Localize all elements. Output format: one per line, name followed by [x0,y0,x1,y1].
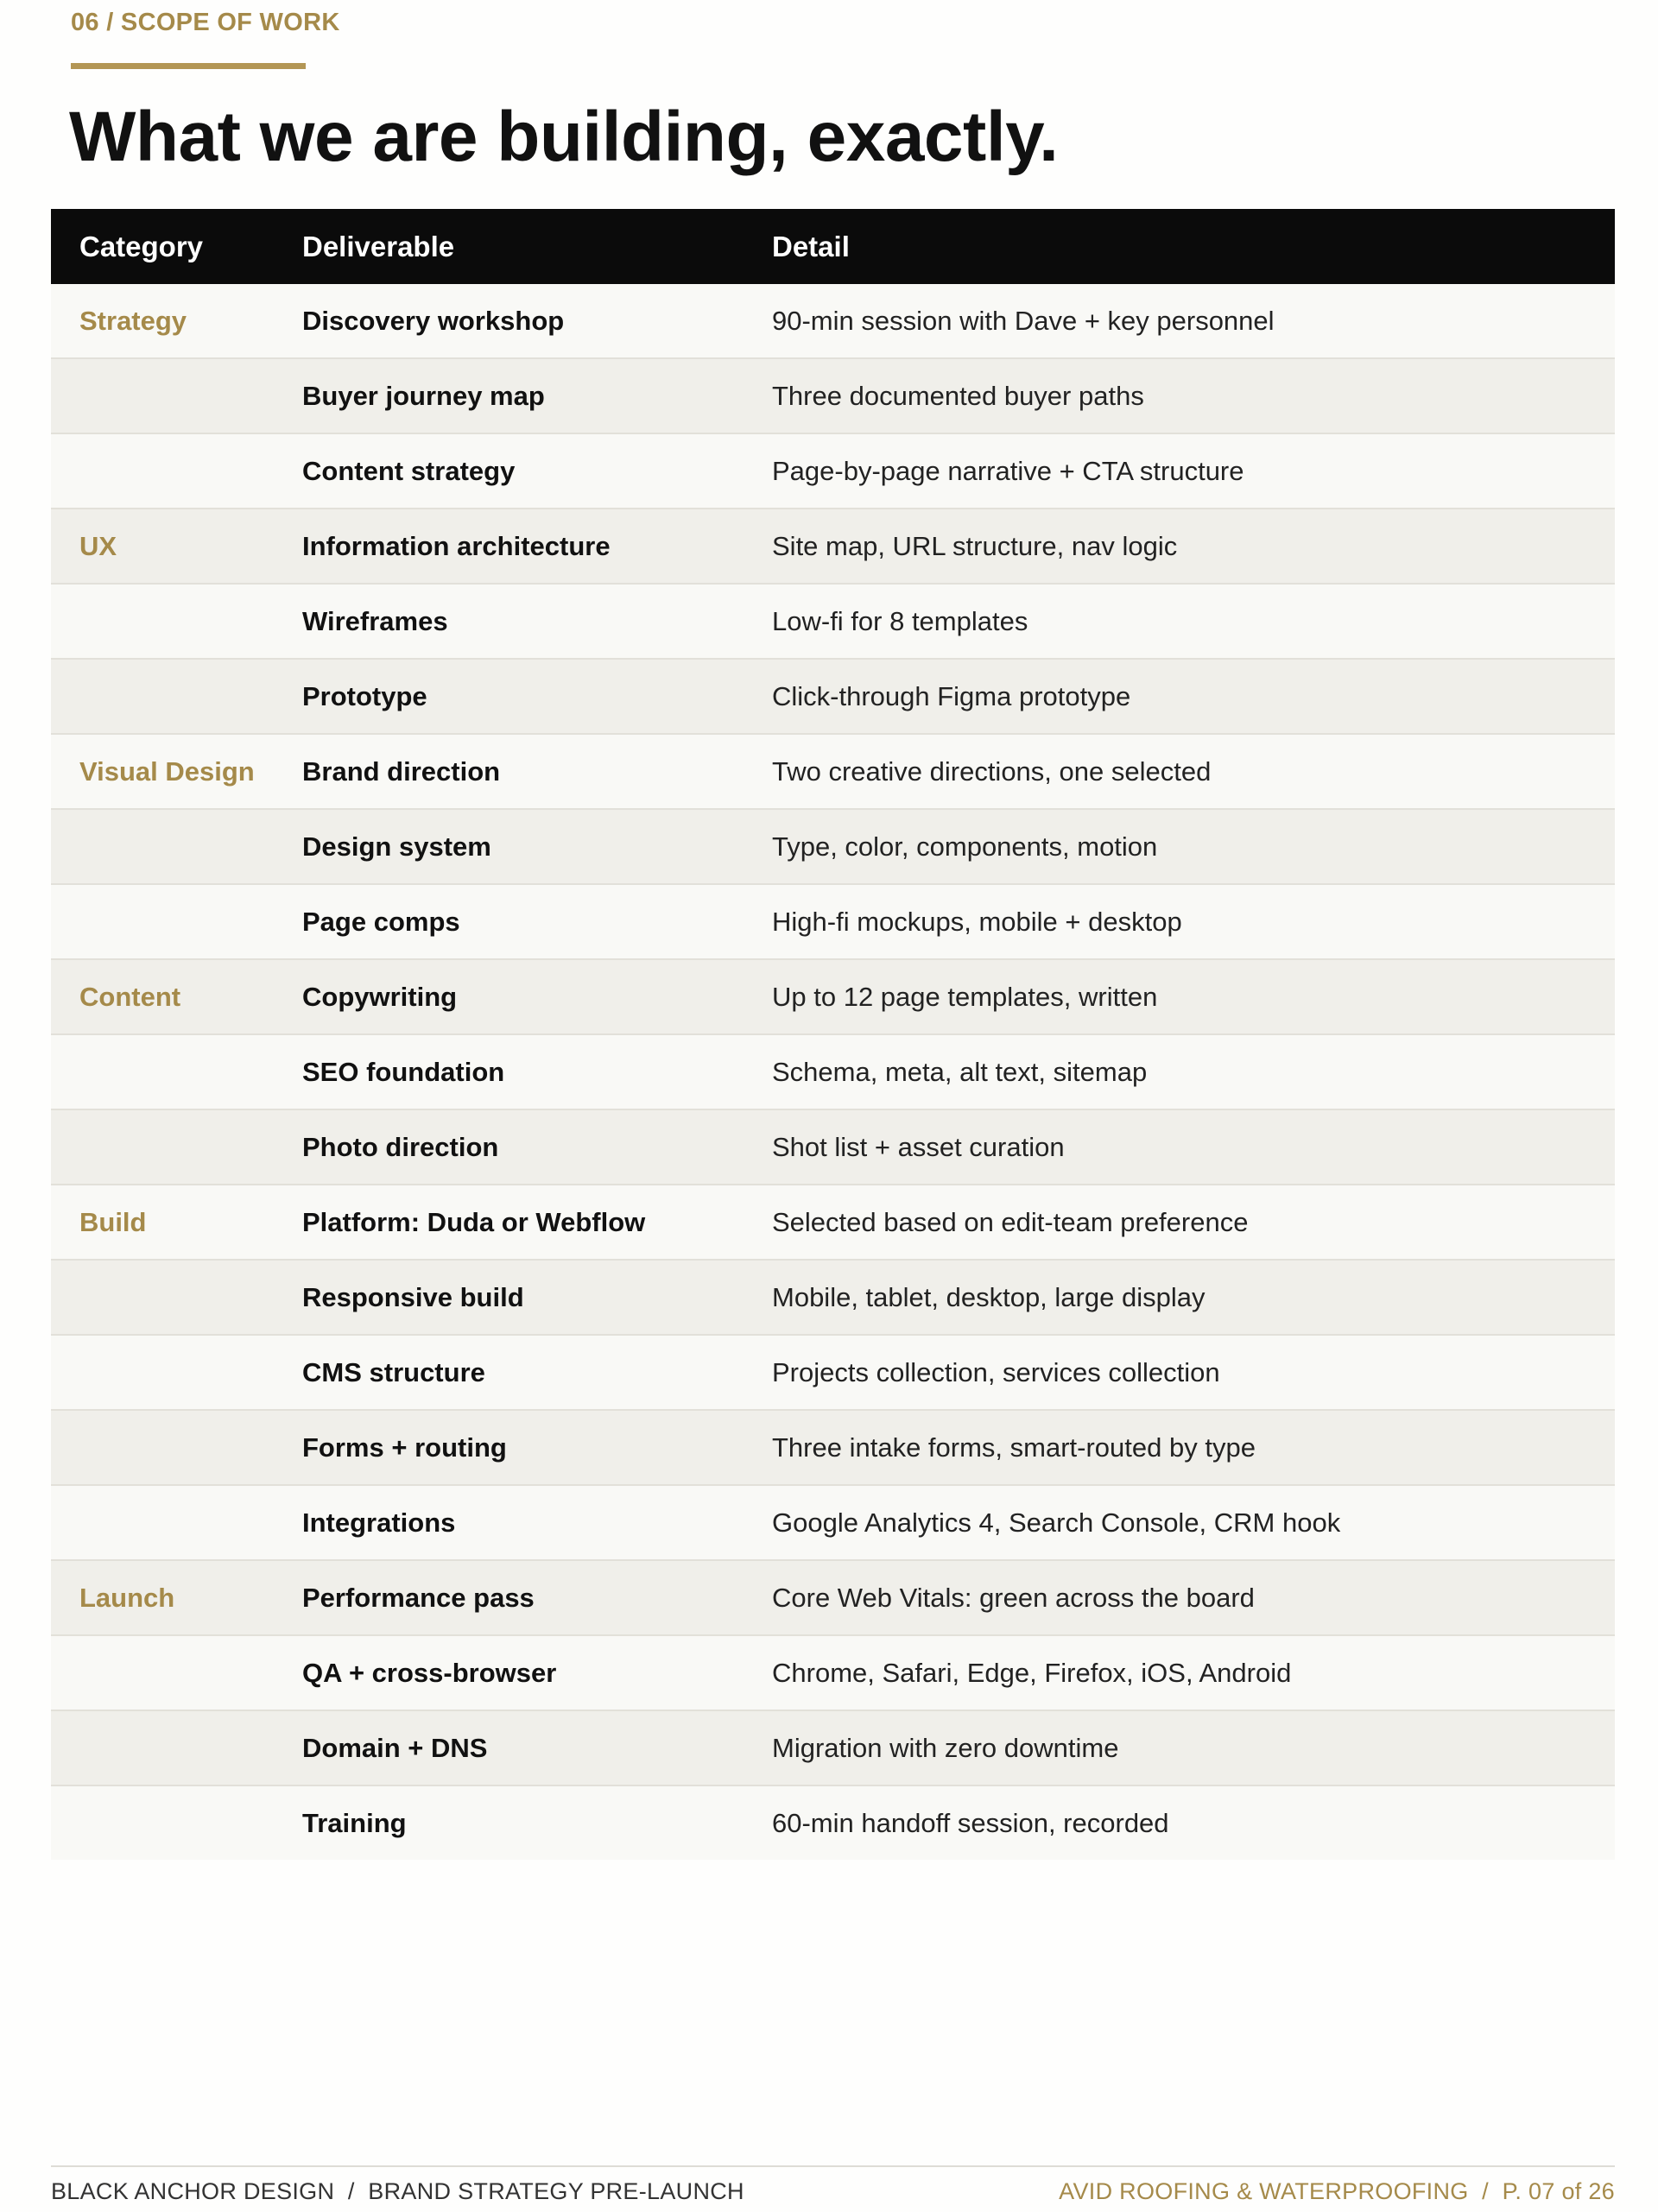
table-row [51,358,1615,433]
row-detail: High-fi mockups, mobile + desktop [744,884,1615,959]
table-row [51,1560,1615,1635]
row-category: Build [51,1185,274,1260]
row-detail: Page-by-page narrative + CTA structure [744,433,1615,509]
row-category [51,659,274,734]
row-detail: 60-min handoff session, recorded [744,1785,1615,1860]
row-deliverable: Domain + DNS [274,1710,744,1785]
table-body [51,284,1615,1860]
row-category [51,358,274,433]
row-deliverable: Design system [274,809,744,884]
table-row [51,1635,1615,1710]
row-deliverable: Information architecture [274,509,744,584]
row-detail: Projects collection, services collection [744,1335,1615,1410]
footer-divider [51,2165,1615,2167]
row-category [51,1109,274,1185]
row-deliverable: Copywriting [274,959,744,1034]
section-divider [71,63,306,69]
row-detail: Core Web Vitals: green across the board [744,1560,1615,1635]
page-title: What we are building, exactly. [69,98,1059,176]
row-deliverable: CMS structure [274,1335,744,1410]
table-row [51,1785,1615,1860]
row-category: Strategy [51,284,274,358]
table-row [51,659,1615,734]
row-category [51,433,274,509]
row-detail: Migration with zero downtime [744,1710,1615,1785]
table-header-row [51,209,1615,284]
row-category: Visual Design [51,734,274,809]
row-deliverable: Responsive build [274,1260,744,1335]
row-deliverable: Discovery workshop [274,284,744,358]
row-category: Content [51,959,274,1034]
table-row [51,809,1615,884]
row-category [51,1260,274,1335]
row-deliverable: Brand direction [274,734,744,809]
row-detail: Three documented buyer paths [744,358,1615,433]
row-detail: Chrome, Safari, Edge, Firefox, iOS, Android [744,1635,1615,1710]
table-row [51,433,1615,509]
row-category: UX [51,509,274,584]
row-category [51,1034,274,1109]
row-category [51,1635,274,1710]
row-category [51,584,274,659]
column-header-detail: Detail [744,209,1615,284]
row-detail: Shot list + asset curation [744,1109,1615,1185]
table-row [51,584,1615,659]
table-row [51,1485,1615,1560]
row-category [51,1485,274,1560]
row-detail: Google Analytics 4, Search Console, CRM hook [744,1485,1615,1560]
footer-left-text: BLACK ANCHOR DESIGN / BRAND STRATEGY PRE-LAUNCH [51,2178,744,2204]
row-deliverable: Performance pass [274,1560,744,1635]
row-deliverable: QA + cross-browser [274,1635,744,1710]
table-row [51,1410,1615,1485]
row-deliverable: Integrations [274,1485,744,1560]
row-deliverable: Wireframes [274,584,744,659]
table-row [51,734,1615,809]
row-category [51,1335,274,1410]
table-row [51,1185,1615,1260]
table-row [51,284,1615,358]
row-deliverable: Content strategy [274,433,744,509]
table-header [51,209,1615,284]
table-row [51,1109,1615,1185]
row-deliverable: Prototype [274,659,744,734]
table-row [51,1335,1615,1410]
row-category [51,1710,274,1785]
row-detail: 90-min session with Dave + key personnel [744,284,1615,358]
row-deliverable: Buyer journey map [274,358,744,433]
row-detail: Up to 12 page templates, written [744,959,1615,1034]
row-category: Launch [51,1560,274,1635]
row-deliverable: Page comps [274,884,744,959]
row-detail: Click-through Figma prototype [744,659,1615,734]
column-header-deliverable: Deliverable [274,209,744,284]
row-deliverable: SEO foundation [274,1034,744,1109]
row-detail: Three intake forms, smart-routed by type [744,1410,1615,1485]
table-row [51,1034,1615,1109]
section-label: 06 / SCOPE OF WORK [71,9,340,36]
table-row [51,884,1615,959]
row-deliverable: Photo direction [274,1109,744,1185]
row-deliverable: Platform: Duda or Webflow [274,1185,744,1260]
scope-table [51,209,1615,1860]
table-row [51,1260,1615,1335]
row-category [51,809,274,884]
row-category [51,884,274,959]
row-deliverable: Forms + routing [274,1410,744,1485]
row-category [51,1785,274,1860]
footer-right-text: AVID ROOFING & WATERPROOFING / P. 07 of 26 [1059,2178,1615,2204]
table-row [51,509,1615,584]
row-detail: Two creative directions, one selected [744,734,1615,809]
table-row [51,1710,1615,1785]
row-detail: Schema, meta, alt text, sitemap [744,1034,1615,1109]
column-header-category: Category [51,209,274,284]
row-deliverable: Training [274,1785,744,1860]
row-detail: Site map, URL structure, nav logic [744,509,1615,584]
table-row [51,959,1615,1034]
row-detail: Mobile, tablet, desktop, large display [744,1260,1615,1335]
row-detail: Type, color, components, motion [744,809,1615,884]
row-category [51,1410,274,1485]
row-detail: Selected based on edit-team preference [744,1185,1615,1260]
row-detail: Low-fi for 8 templates [744,584,1615,659]
